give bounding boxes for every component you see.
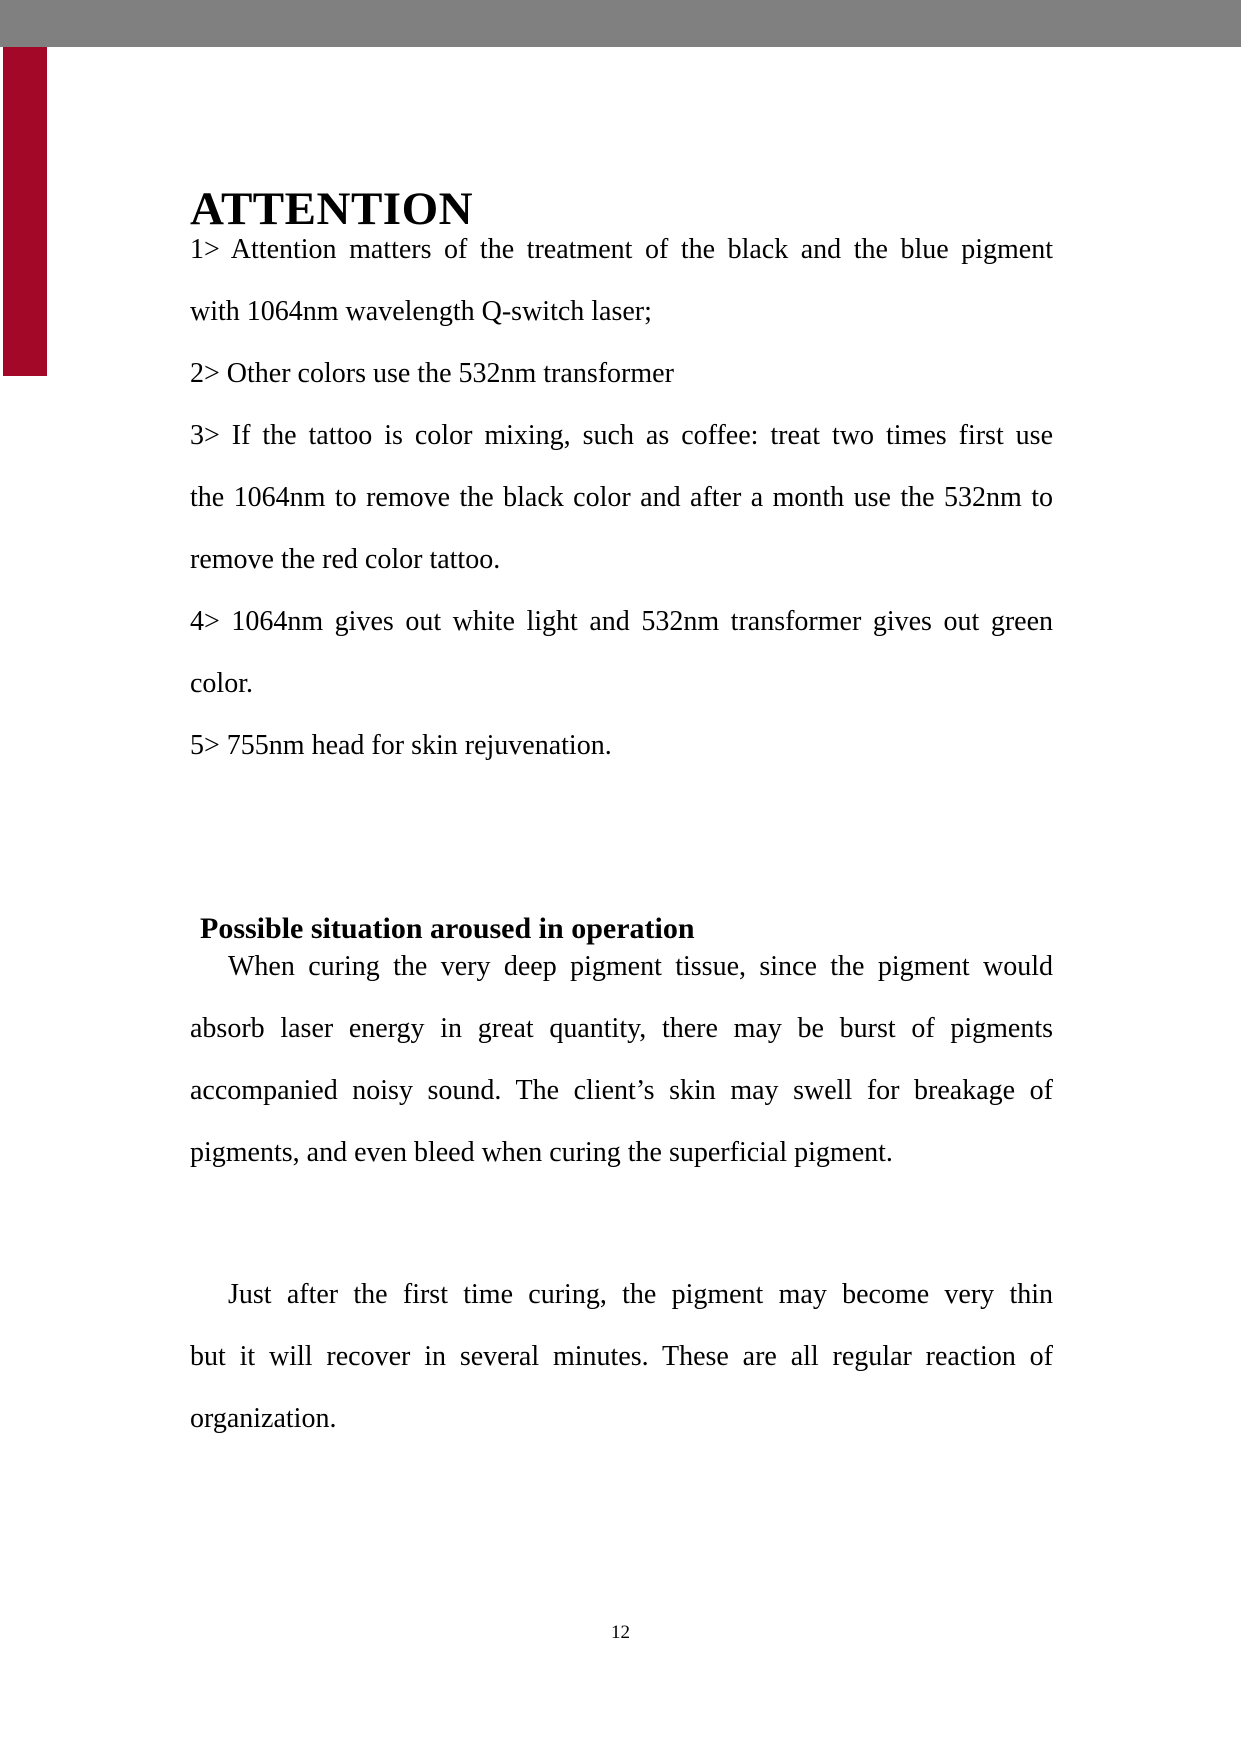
paragraph-first-curing <box>190 1264 1053 1450</box>
page-title: ATTENTION <box>190 183 474 236</box>
attention-line: 1> Attention matters of the treatment of the black and the blue pigment <box>190 234 1053 265</box>
attention-line: 2> Other colors use the 532nm transformer <box>190 358 674 389</box>
attention-line: remove the red color tattoo. <box>190 544 501 575</box>
attention-line: with 1064nm wavelength Q-switch laser; <box>190 296 652 327</box>
paragraph-line: organization. <box>190 1403 337 1434</box>
attention-list <box>190 219 1053 777</box>
paragraph-line: Just after the first time curing, the pigment may become very thin <box>228 1279 1053 1310</box>
attention-line: 4> 1064nm gives out white light and 532nm transformer gives out green <box>190 606 1053 637</box>
attention-line: 3> If the tattoo is color mixing, such as coffee: treat two times first use <box>190 420 1053 451</box>
page-number: 12 <box>611 1622 630 1643</box>
attention-line: 5> 755nm head for skin rejuvenation. <box>190 730 612 761</box>
attention-line: the 1064nm to remove the black color and after a month use the 532nm to <box>190 482 1053 513</box>
paragraph-line: When curing the very deep pigment tissue, since the pigment would <box>228 951 1053 982</box>
top-gray-bar <box>0 0 1241 47</box>
paragraph-line: pigments, and even bleed when curing the superficial pigment. <box>190 1137 893 1168</box>
section-heading: Possible situation aroused in operation <box>200 911 695 945</box>
paragraph-line: accompanied noisy sound. The client’s skin may swell for breakage of <box>190 1075 1053 1106</box>
paragraph-operation-situation <box>190 936 1053 1184</box>
paragraph-line: but it will recover in several minutes. These are all regular reaction of <box>190 1341 1053 1372</box>
left-red-accent-bar <box>3 47 47 376</box>
attention-line: color. <box>190 668 253 699</box>
paragraph-line: absorb laser energy in great quantity, there may be burst of pigments <box>190 1013 1053 1044</box>
